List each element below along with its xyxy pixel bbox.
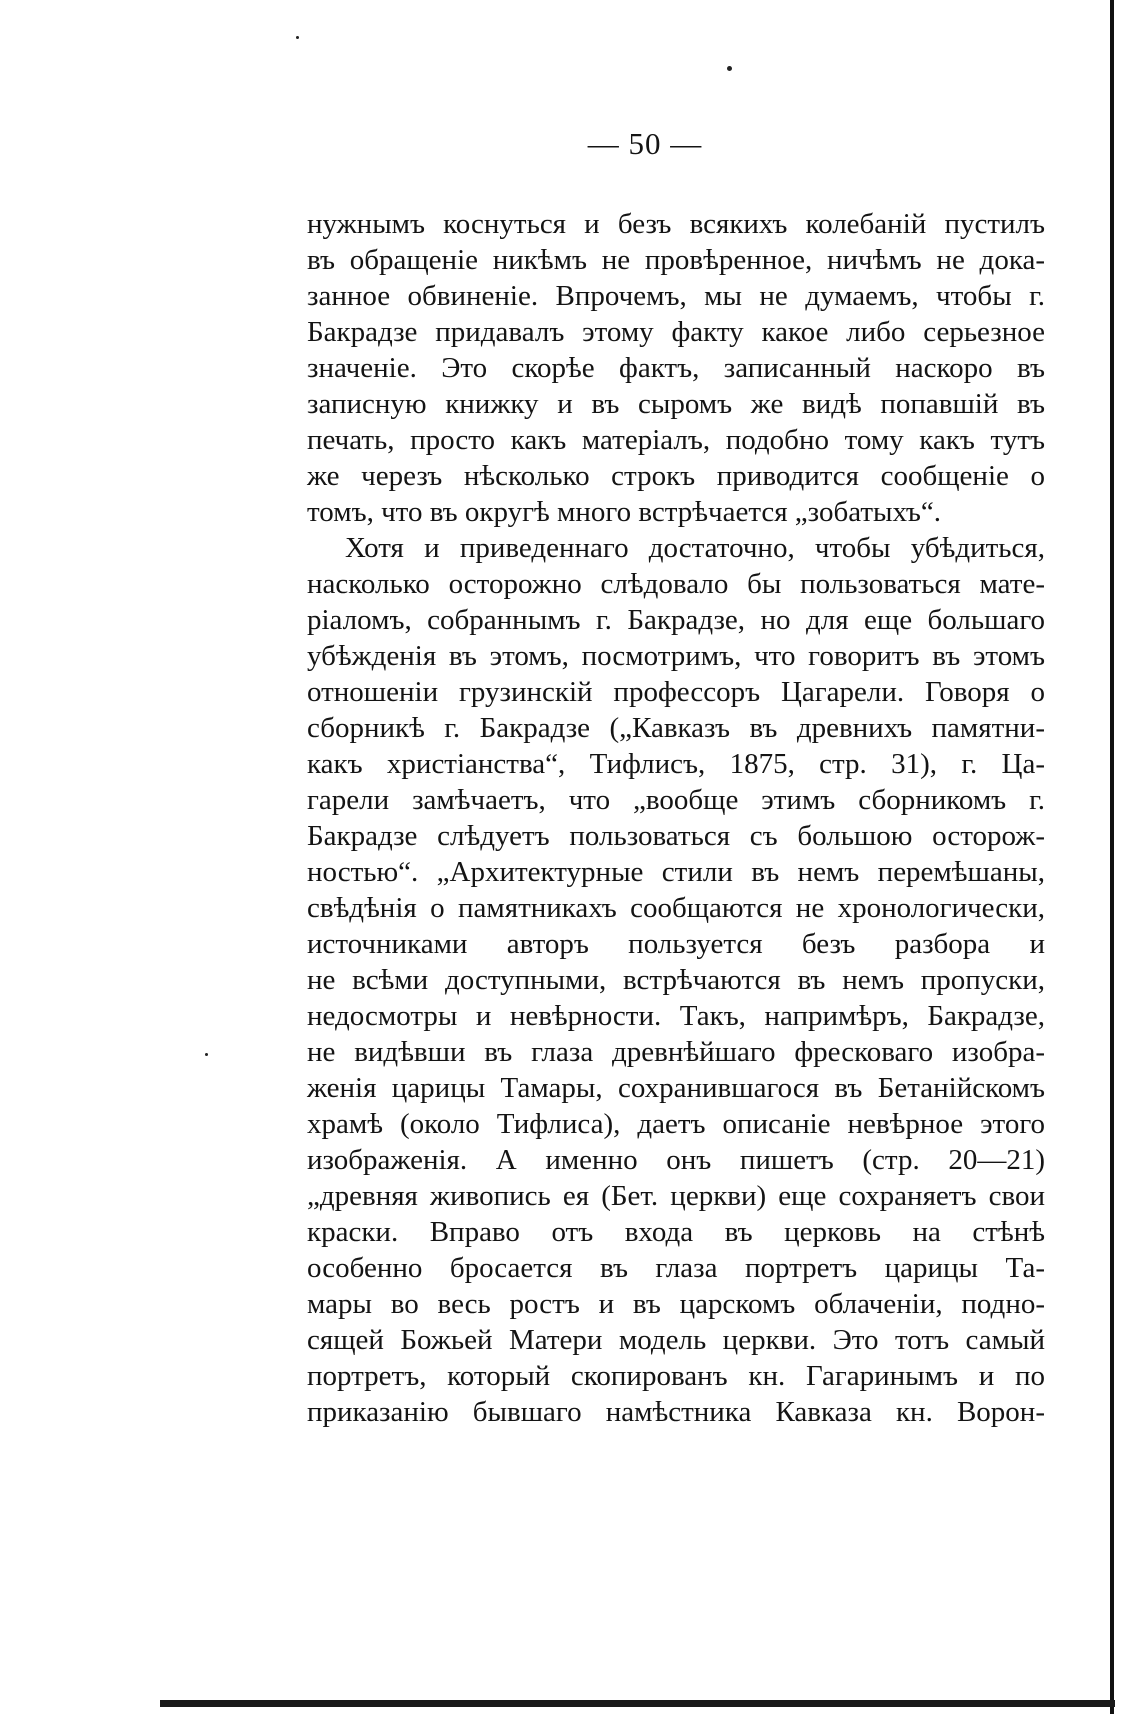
scan-speck [205,1053,208,1056]
text-line: краски. Вправо отъ входа въ церковь на стѣнѣ [307,1216,1045,1248]
text-line: какъ христіанства“, Тифлисъ, 1875, стр. 31), г. Ца- [307,748,1045,780]
text-line: сящей Божьей Матери модель церкви. Это тотъ самый [307,1324,1045,1356]
text-line: мары во весь ростъ и въ царскомъ облаченіи, подно- [307,1288,1045,1320]
text-line: отношеніи грузинскій профессоръ Цагарели. Говоря о [307,676,1045,708]
text-line: нужнымъ коснуться и безъ всякихъ колебаній пустилъ [307,208,1045,240]
text-line: ріаломъ, собраннымъ г. Бакрадзе, но для еще большаго [307,604,1045,636]
text-line: томъ, что въ округѣ много встрѣчается „зобатыхъ“. [307,496,942,528]
text-line: портретъ, который скопированъ кн. Гагаринымъ и по [307,1360,1045,1392]
text-line: изображенія. А именно онъ пишетъ (стр. 20—21) [307,1144,1045,1176]
text-line: сборникѣ г. Бакрадзе („Кавказъ въ древнихъ памятни- [307,712,1045,744]
text-line: Бакрадзе слѣдуетъ пользоваться съ большою осторож- [307,820,1045,852]
paragraph-1 [307,206,1045,530]
text-line: источниками авторъ пользуется безъ разбора и [307,928,1045,960]
text-line: не видѣвши въ глаза древнѣйшаго фресковаго изобра- [307,1036,1045,1068]
text-line: Бакрадзе придавалъ этому факту какое либо серьезное [307,316,1045,348]
scan-speck [727,66,732,71]
paragraph-2 [307,530,1045,1430]
text-line: особенно бросается въ глаза портретъ царицы Та- [307,1252,1045,1284]
text-line: Хотя и приведеннаго достаточно, чтобы убѣдиться, [345,532,1045,564]
text-line: занное обвиненіе. Впрочемъ, мы не думаемъ, чтобы г. [307,280,1045,312]
page-number: — 50 — [587,126,703,161]
text-line: значеніе. Это скорѣе фактъ, записанный наскоро въ [307,352,1045,384]
text-line: печать, просто какъ матеріалъ, подобно тому какъ тутъ [307,424,1045,456]
text-line: же черезъ нѣсколько строкъ приводится сообщеніе о [307,460,1045,492]
text-line: „древняя живопись ея (Бет. церкви) еще сохраняетъ свои [307,1180,1045,1212]
text-line: въ обращеніе никѣмъ не провѣренное, ничѣмъ не дока- [307,244,1045,276]
text-line: ностью“. „Архитектурные стили въ немъ перемѣшаны, [307,856,1045,888]
scan-edge-bottom [160,1700,1115,1707]
text-line: недосмотры и невѣрности. Такъ, напримѣръ, Бакрадзе, [307,1000,1045,1032]
text-line: убѣжденія въ этомъ, посмотримъ, что говоритъ въ этомъ [307,640,1045,672]
body-text [307,206,1045,1430]
text-line: женія царицы Тамары, сохранившагося въ Бетанійскомъ [307,1072,1045,1104]
text-line: храмѣ (около Тифлиса), даетъ описаніе невѣрное этого [307,1108,1045,1140]
text-line: насколько осторожно слѣдовало бы пользоваться мате- [307,568,1045,600]
scan-speck [296,36,299,39]
text-line: записную книжку и въ сыромъ же видѣ попавшій въ [307,388,1045,420]
text-line: свѣдѣнія о памятникахъ сообщаются не хронологически, [307,892,1045,924]
text-line: гарели замѣчаетъ, что „вообще этимъ сборникомъ г. [307,784,1045,816]
scan-edge-right [1110,0,1114,1714]
text-line: не всѣми доступными, встрѣчаются въ немъ пропуски, [307,964,1045,996]
text-line: приказанію бывшаго намѣстника Кавказа кн. Ворон- [307,1396,1045,1428]
